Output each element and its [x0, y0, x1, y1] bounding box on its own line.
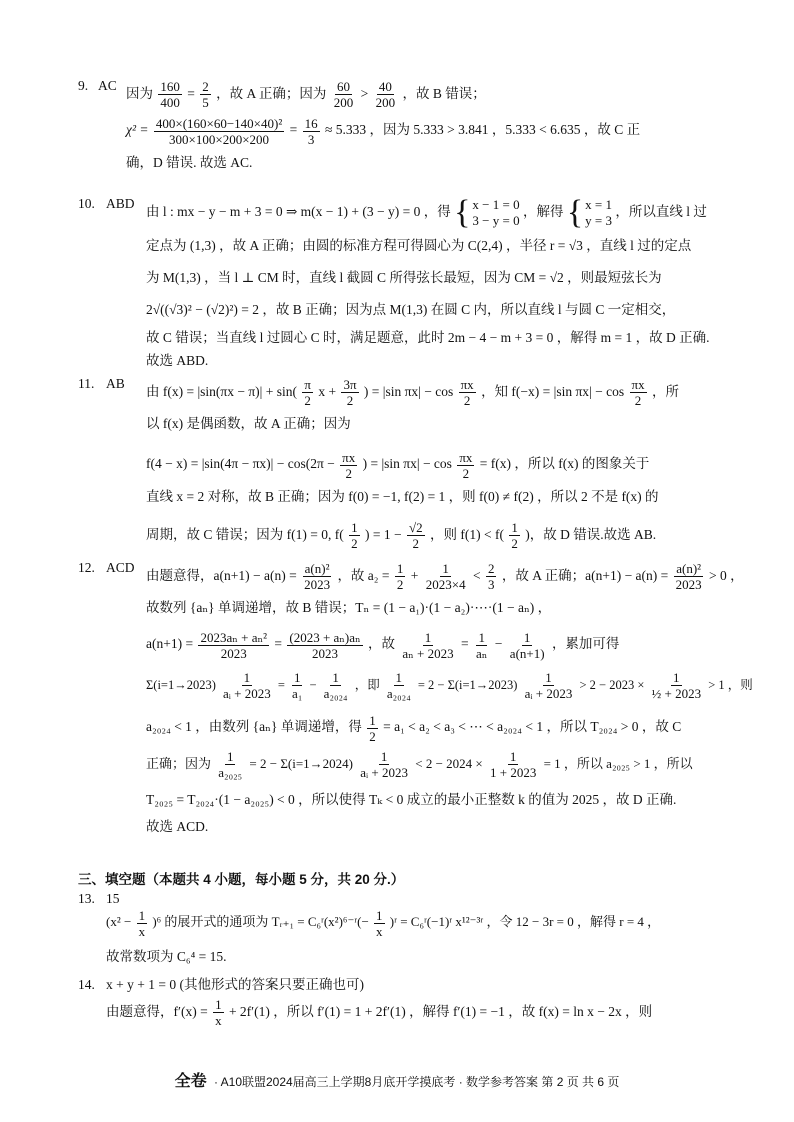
fraction: $\frac{160}{400}$: [160, 79, 180, 111]
fraction: $\frac{\text{400×(160×60−140×40)²}}{300\times 100\times 200\times 200}$: [155, 115, 283, 147]
solution-text: 由 l : mx − y − m + 3 = 0 ⇒ m(x − 1) + (3 − y) = 0 ，得 { x − 1 = 0 3 − y = 0 ，解得 { x = 1 y = 3 ，所以直线 l 过 定点为 (1,3) ，故 A 正确；由圆的标准方程可得圆心为 C(2,4) ，半径 r = √3 ，直线 l 过的定点 为 M(1,3) ，当 l ⊥ CM 时，直线 l 截圆 C 所得弦长最短，因为 CM = √2 ，则最短弦长为 2√((√3)² − (√2)²) = 2 ，故 B 正确；因为点 M(1,3) 在圆 C 内，所以直线 l 与圆 C 一定相交， 故 C 错误；当直线 l 过圆心 C 时，满足题意，此时 2m − 4 − m + 3 = 0 ，解得 m = 1 ，故 D 正确. 故选 ABD.: [146, 194, 710, 368]
equation-system: { x − 1 = 0 3 − y = 0: [454, 194, 520, 231]
fraction: $\frac{1}{\text{½ + 2023}}$: [651, 670, 702, 702]
fraction: $\frac{1}{2023\times 4}$: [425, 561, 466, 593]
fraction: $\frac{\text{2023aₙ + aₙ²}}{2023}$: [200, 629, 267, 661]
solution-text: 因为 $\frac{160}{400}$ = $\frac{2}{5}$ ，故 A 正确；因为 $\frac{60}{200}$ > $\frac{40}{200}$ ，故 B 错误； χ² = $\frac{\text{400×(160×60−140×40)²}}{300\times 100\times 200\times 200}$ = $\frac{16}{3}$ ≈ 5.333 ，因为 5.333 > 3.841 ，5.333 < 6.635 ，故 C 正 确，D 错误. 故选 AC.: [126, 79, 641, 170]
fraction: $\frac{2}{3}$: [487, 561, 495, 593]
fraction: $\frac{1}{x}$: [138, 907, 146, 939]
section-heading: 三、填空题（本题共 4 小题，每小题 5 分，共 20 分.）: [78, 872, 405, 887]
fraction: $\frac{\text{a(n)²}}{2023}$: [304, 561, 331, 593]
page-footer: [0, 1068, 794, 1091]
fraction: $\frac{16}{3}$: [304, 115, 318, 147]
question-number: 14.: [78, 977, 95, 992]
fraction: $\frac{\text{(2023 + aₙ)aₙ}}{2023}$: [289, 629, 361, 661]
fraction: $\frac{1}{\text{a₂₀₂₄}}$: [323, 670, 348, 702]
question-number: 11.: [78, 376, 95, 391]
fraction: $\frac{2}{5}$: [202, 79, 209, 111]
question-number: 10.: [78, 196, 95, 211]
equation-system: { x = 1 y = 3: [566, 194, 613, 231]
fraction: $\frac{1}{\text{aᵢ + 2023}}$: [360, 749, 408, 781]
fraction: $\frac{1}{2}$: [351, 520, 358, 552]
answer-key: AB: [106, 376, 125, 391]
fraction: $\frac{1}{a(n+1)}$: [509, 629, 545, 661]
question-number: 9.: [78, 78, 89, 93]
fraction: $\frac{1}{x}$: [215, 997, 222, 1029]
fraction: $\frac{1}{\text{a₂₀₂₄}}$: [386, 670, 411, 702]
footer-text: · A10联盟2024届高三上学期8月底开学摸底考 · 数学参考答案 第 2 页 共 6 页: [213, 1075, 620, 1089]
fraction: $\frac{60}{200}$: [333, 79, 354, 111]
fraction: $\frac{\pi}{2}$: [304, 377, 311, 409]
fraction: $\frac{\pi x}{2}$: [342, 449, 356, 481]
fraction: $\frac{40}{200}$: [375, 79, 396, 111]
fraction: $\frac{1}{\text{a₁}}$: [292, 670, 303, 702]
fraction: $\frac{1}{\text{a₂₀₂₅}}$: [218, 749, 243, 781]
fraction: $\frac{1}{2}$: [511, 520, 518, 552]
fraction: $\frac{\pi x}{2}$: [459, 449, 473, 481]
fraction: $\frac{1}{\text{aᵢ + 2023}}$: [223, 670, 271, 702]
question-number: 13.: [78, 891, 95, 906]
answer-key: x + y + 1 = 0 (其他形式的答案只要正确也可): [106, 977, 364, 992]
fraction: $\frac{1}{\text{aₙ}}$: [476, 629, 488, 661]
answer-key: AC: [98, 78, 117, 93]
solution-text: 由题意得，a(n+1) − a(n) = $\frac{\text{a(n)²}}{2023}$ ，故 a₂ = $\frac{1}{2}$ + $\frac{1}{2023\times 4}$ < $\frac{2}{3}$ ，故 A 正确；a(n+1) − a(n) = $\frac{\text{a(n)²}}{2023}$ > 0 ， 故数列 {aₙ} 单调递增，故 B 错误；Tₙ = (1 − a₁)·(1 − a₂)·⋯·(1 − aₙ) ， a(n+1) = $\frac{\text{2023aₙ + aₙ²}}{2023}$ = $\frac{\text{(2023 + aₙ)aₙ}}{2023}$ ，故 $\frac{1}{\text{aₙ + 2023}}$ = $\frac{1}{\text{aₙ}}$ − $\frac{1}{a(n+1)}$ ，累加可得 Σ(i=1→2023) $\frac{1}{\text{aᵢ + 2023}}$ = $\frac{1}{\text{a₁}}$ − $\frac{1}{\text{a₂₀₂₄}}$ ，即 $\frac{1}{\text{a₂₀₂₄}}$ = 2 − Σ(i=1→2023) $\frac{1}{\text{aᵢ + 2023}}$ > 2 − 2023 × $\frac{1}{\text{½ + 2023}}$ > 1 ，则 a₂₀₂₄ < 1 ，由数列 {aₙ} 单调递增，得 $\frac{1}{2}$ = a₁ < a₂ < a₃ < ⋯ < a₂₀₂₄ < 1 ，所以 T₂₀₂₄ > 0 ，故 C 正确；因为 $\frac{1}{\text{a₂₀₂₅}}$ = 2 − Σ(i=1→2024) $\frac{1}{\text{aᵢ + 2023}}$ < 2 − 2024 × $\frac{1}{1 + 2023}$ = 1 ，所以 a₂₀₂₅ > 1 ，所以 T₂₀₂₅ = T₂₀₂₄·(1 − a₂₀₂₅) < 0 ，所以使得 Tₖ < 0 成立的最小正整数 k 的值为 2025 ，故 D 正确. 故选 ACD.: [146, 561, 753, 835]
fraction: $\frac{1}{1 + 2023}$: [490, 749, 537, 781]
brand-logo: 全卷: [174, 1073, 207, 1090]
fraction: $\frac{1}{2}$: [369, 712, 376, 744]
solution-text: 由 f(x) = |sin(πx − π)| + sin( $\frac{\pi}{2}$ x + $\frac{3\pi}{2}$ ) = |sin πx| − cos $\frac{\pi x}{2}$ ，知 f(−x) = |sin πx| − cos $\frac{\pi x}{2}$ ，所 以 f(x) 是偶函数，故 A 正确；因为 f(4 − x) = |sin(4π − πx)| − cos(2π − $\frac{\pi x}{2}$ ) = |sin πx| − cos $\frac{\pi x}{2}$ = f(x) ，所以 f(x) 的图象关于 直线 x = 2 对称，故 B 正确；因为 f(0) = −1, f(2) = 1 ，则 f(0) ≠ f(2) ，所以 2 不是 f(x) 的 周期，故 C 错误；因为 f(1) = 0, f( $\frac{1}{2}$ ) = 1 − $\frac{√2}{2}$ ，则 f(1) < f( $\frac{1}{2}$ )，故 D 错误.故选 AB.: [146, 377, 679, 552]
fraction: $\frac{\pi x}{2}$: [631, 377, 645, 409]
fraction: $\frac{1}{\text{aₙ + 2023}}$: [402, 629, 454, 661]
fraction: $\frac{1}{2}$: [396, 561, 404, 593]
question-number: 12.: [78, 560, 95, 575]
solution-text: 由题意得，f′(x) = $\frac{1}{x}$ + 2f′(1) ，所以 f′(1) = 1 + 2f′(1) ，解得 f′(1) = −1 ，故 f(x) = ln x − 2x ，则: [106, 997, 653, 1029]
answer-key: ACD: [106, 560, 135, 575]
fraction: $\frac{3\pi}{2}$: [343, 377, 357, 409]
fraction: $\frac{1}{\text{aᵢ + 2023}}$: [524, 670, 573, 702]
fraction: $\frac{\text{a(n)²}}{2023}$: [675, 561, 702, 593]
answer-key: ABD: [106, 196, 135, 211]
fraction: $\frac{1}{x}$: [376, 907, 383, 939]
answer-key: 15: [106, 891, 120, 906]
fraction: $\frac{\pi x}{2}$: [460, 377, 474, 409]
fraction: $\frac{√2}{2}$: [408, 520, 423, 552]
solution-text: (x² − $\frac{1}{x}$ )⁶ 的展开式的通项为 Tᵣ₊₁ = C₆ʳ(x²)⁶⁻ʳ(− $\frac{1}{x}$ )ʳ = C₆ʳ(−1)ʳ x¹²⁻³ʳ ，令 12 − 3r = 0 ，解得 r = 4 ， 故常数项为 C₆⁴ = 15.: [106, 907, 661, 964]
